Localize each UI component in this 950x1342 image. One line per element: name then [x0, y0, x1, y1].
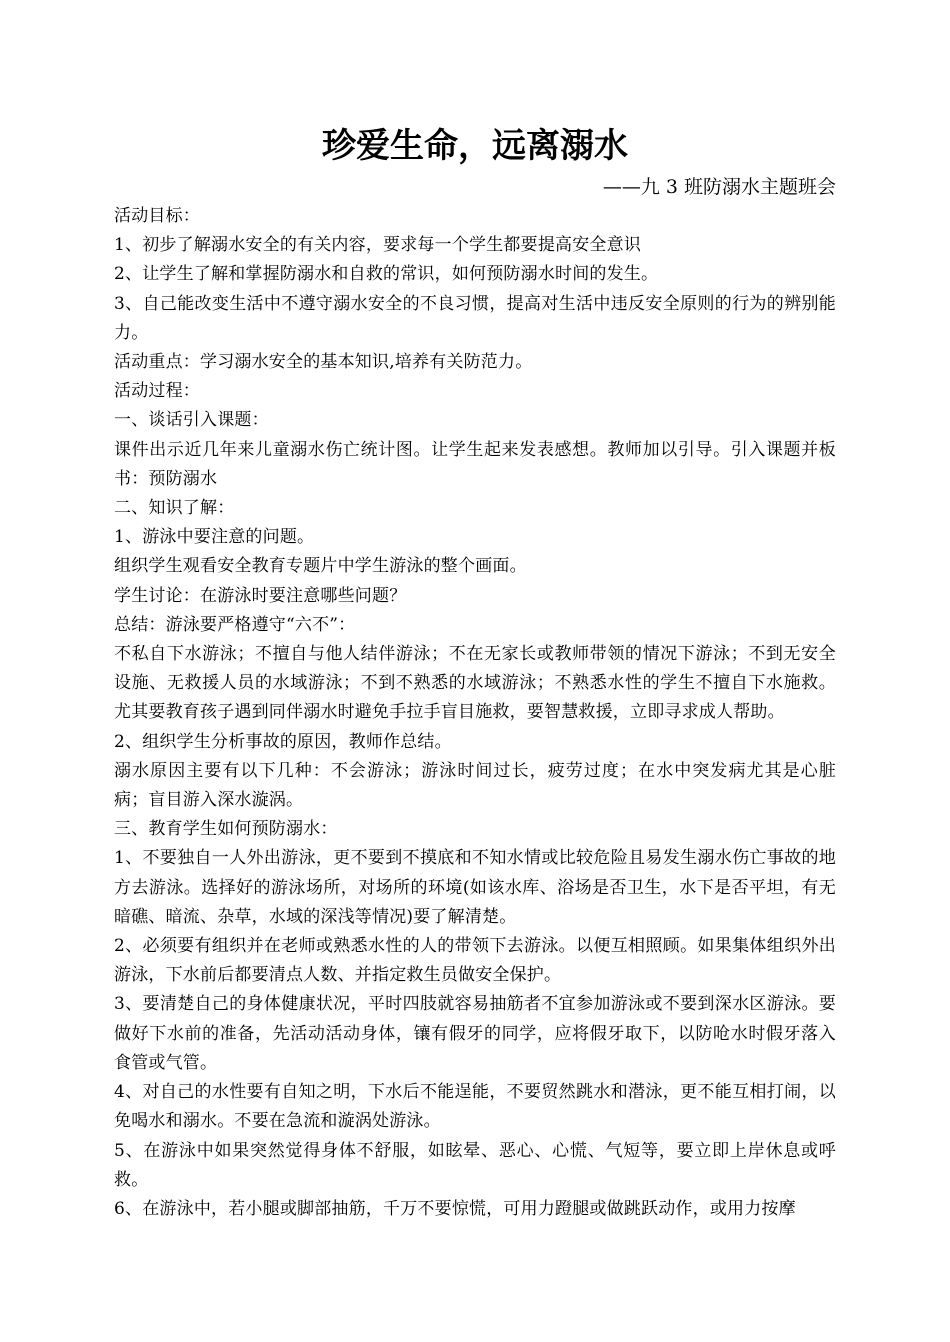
- document-title: 珍爱生命，远离溺水: [322, 126, 628, 166]
- paragraph: 学生讨论：在游泳时要注意哪些问题？: [114, 585, 407, 606]
- paragraph: 溺水原因主要有以下几种：不会游泳；游泳时间过长，疲劳过度；在水中突发病尤其是心脏病；盲目游入深水漩涡。: [114, 760, 836, 811]
- paragraph: 5、在游泳中如果突然觉得身体不舒服，如眩晕、恶心、心慌、气短等，要立即上岸休息或呼救。: [114, 1140, 836, 1190]
- paragraph: 一、谈话引入课题：: [114, 410, 269, 431]
- paragraph: 1、不要独自一人外出游泳，更不要到不摸底和不知水情或比较危险且易发生溺水伤亡事故的地方去游泳。选择好的游泳场所，对场所的环境(如该水库、浴场是否卫生，水下是否平坦，有无暗礁、暗流、杂草，水域的深浅等情况)要了解清楚。: [114, 848, 836, 927]
- paragraph: 2、组织学生分析事故的原因，教师作总结。: [114, 731, 452, 752]
- paragraph: 1、初步了解溺水安全的有关内容，要求每一个学生都要提高安全意识: [114, 235, 642, 256]
- paragraph: 二、知识了解：: [114, 498, 235, 519]
- paragraph: 不私自下水游泳；不擅自与他人结伴游泳；不在无家长或教师带领的情况下游泳；不到无安全设施、无救援人员的水域游泳；不到不熟悉的水域游泳；不熟悉水性的学生不擅自下水施救。尤其要教育孩子遇到同伴溺水时避免手拉手盲目施救，要智慧救援，立即寻求成人帮助。: [114, 644, 836, 723]
- document-body: [114, 202, 836, 1224]
- paragraph: 总结：游泳要严格遵守“六不”：: [114, 614, 356, 635]
- paragraph: 课件出示近几年来儿童溺水伤亡统计图。让学生起来发表感想。教师加以引导。引入课题并板书：预防溺水: [114, 439, 836, 489]
- paragraph: 组织学生观看安全教育专题片中学生游泳的整个画面。: [114, 556, 527, 577]
- document-subtitle: ——九 3 班防溺水主题班会: [602, 176, 836, 198]
- paragraph: 2、必须要有组织并在老师或熟悉水性的人的带领下去游泳。以便互相照顾。如果集体组织外出游泳，下水前后都要清点人数、并指定救生员做安全保护。: [114, 936, 836, 986]
- paragraph: 1、游泳中要注意的问题。: [114, 527, 315, 548]
- paragraph: 活动目标：: [114, 206, 200, 226]
- paragraph: 三、教育学生如何预防溺水：: [114, 819, 338, 840]
- paragraph: 活动过程：: [114, 381, 200, 402]
- paragraph: 活动重点：学习溺水安全的基本知识,培养有关防范力。: [114, 352, 533, 373]
- paragraph: 6、在游泳中，若小腿或脚部抽筋，千万不要惊慌，可用力蹬腿或做跳跃动作，或用力按摩: [114, 1198, 796, 1219]
- paragraph: 2、让学生了解和掌握防溺水和自救的常识，如何预防溺水时间的发生。: [114, 264, 659, 285]
- paragraph: 4、对自己的水性要有自知之明，下水后不能逞能，不要贸然跳水和潜泳，更不能互相打闹，以免喝水和溺水。不要在急流和漩涡处游泳。: [114, 1082, 836, 1132]
- paragraph: 3、要清楚自己的身体健康状况，平时四肢就容易抽筋者不宜参加游泳或不要到深水区游泳。要做好下水前的准备，先活动活动身体，镶有假牙的同学，应将假牙取下，以防呛水时假牙落入食管或气管。: [114, 994, 836, 1073]
- paragraph: 3、自己能改变生活中不遵守溺水安全的不良习惯，提高对生活中违反安全原则的行为的辨别能力。: [114, 293, 836, 343]
